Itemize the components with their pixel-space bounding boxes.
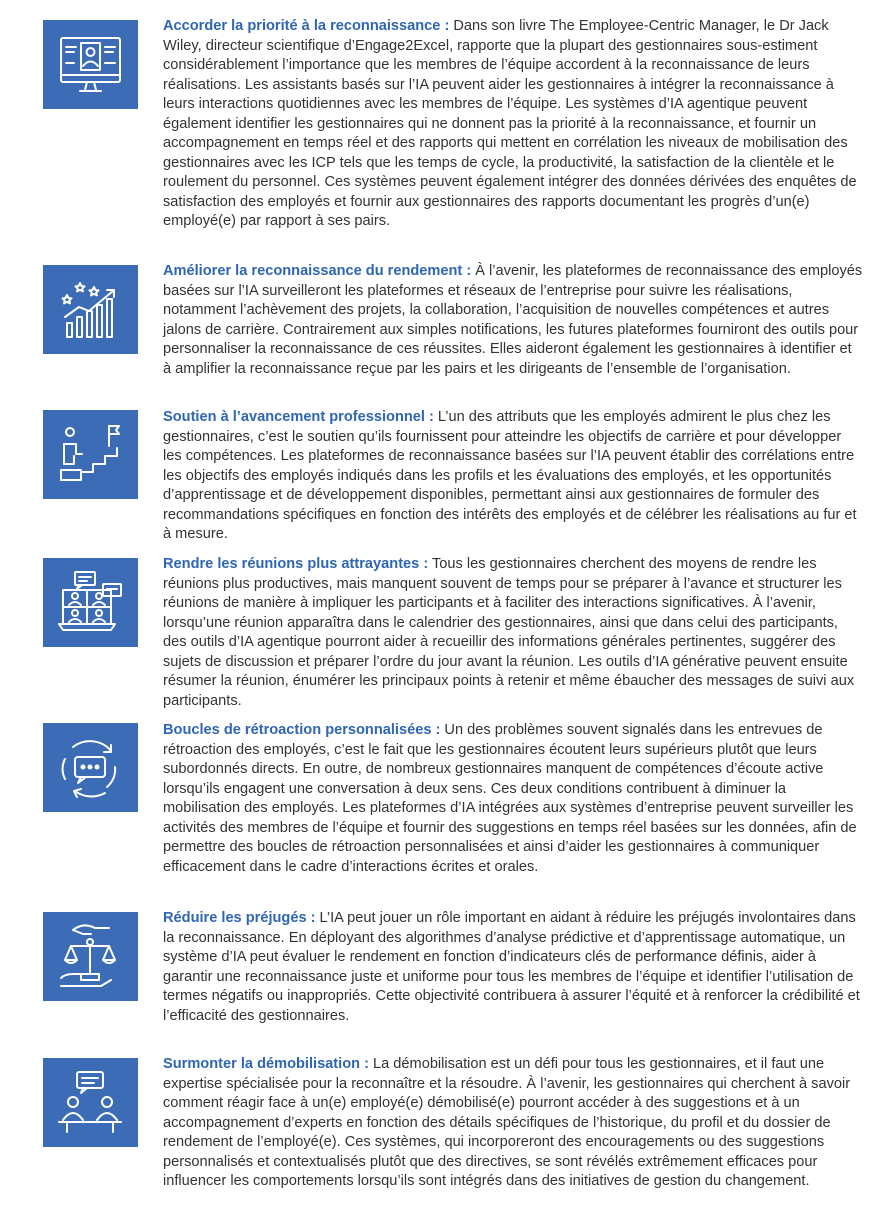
section-body: L’un des attributs que les employés admirent le plus chez les gestionnaires, c’est le soutien qu’ils fournissent pour atteindre les objectifs de carrière et pour développer les compétences. Les plateformes de reconnaissance basées sur l’IA peuvent établir des corrélations entre les objectifs des employés indiqués dans les profils et les évaluations des employés, et les opportunités d’apprentissage et de développement disponibles, permettant ainsi aux gestionnaires de formuler des recommandations spécifiques en fonction des intérêts des employés et de célébrer les réalisations au fur et à mesure. (163, 409, 857, 542)
section-body: Un des problèmes souvent signalés dans les entrevues de rétroaction des employés, c’est le fait que les gestionnaires écoutent leurs supérieurs plutôt que leurs subordonnés directs. En outre, de nombreux gestionnaires manquent de compétences d’écoute active lorsqu’ils engagent une conversation à deux sens. Ces deux conditions contribuent à diminuer la mobilisation des employés. Les plateformes d’IA intégrées aux systèmes d’entreprise peuvent surveiller les activités des membres de l’équipe et fournir des suggestions en temps réel basées sur les données, afin de permettre des boucles de rétroaction personnalisées et ainsi d’aider les gestionnaires à communiquer efficacement dans le cadre d’interactions écrites et orales. (163, 722, 857, 875)
section-heading: Accorder la priorité à la reconnaissance : (163, 18, 450, 34)
section-text (163, 408, 863, 545)
section-body: La démobilisation est un défi pour tous les gestionnaires, et il faut une expertise spécialisée pour la reconnaître et la résoudre. À l’avenir, les gestionnaires qui cherchent à savoir comment réagir face à un(e) employé(e) démobilisé(e) pourront accéder à des suggestions et à un accompagnement d’experts en fonction des détails spécifiques de l’historique, du profil et du dossier de rendement de l’employé(e). Ces systèmes, qui incorporeront des encouragements ou des suggestions personnalisés et contextualisés plutôt que des directives, se sont révélés extrêmement efficaces pour influencer les comportements lorsqu’ils sont intégrés dans des initiatives de gestion du changement. (163, 1056, 851, 1189)
conversation-people-icon (43, 1058, 138, 1147)
section-text (163, 1055, 863, 1192)
section-body: À l’avenir, les plateformes de reconnaissance des employés basées sur l’IA surveilleront les plateformes et réseaux de l’entreprise pour suivre les réalisations, notamment l’achèvement des projets, la collaboration, l’acquisition de nouvelles compétences et autres jalons de carrière. Contrairement aux simples notifications, les futures plateformes fourniront des outils pour personnaliser la reconnaissance de ces réussites. Elles aideront également les gestionnaires à identifier et à amplifier la reconnaissance reçue par les pairs et les dirigeants de l’ensemble de l’organisation. (163, 263, 863, 377)
section-heading: Réduire les préjugés : (163, 910, 316, 926)
section-heading: Surmonter la démobilisation : (163, 1056, 369, 1072)
balance-scale-hand-icon (43, 912, 138, 1001)
section-body: L’IA peut jouer un rôle important en aidant à réduire les préjugés involontaires dans la reconnaissance. En déployant des algorithmes d’analyse prédictive et d’apprentissage automatique, un système d’IA peut évaluer le rendement en fonction d’indicateurs clés de performance définis, aider à garantir une reconnaissance juste et uniforme pour tous les membres de l’équipe et identifier l’utilisation de termes négatifs ou inappropriés. Cette objectivité contribuera à assurer l’équité et à renforcer la crédibilité et l’efficacité des gestionnaires. (163, 910, 860, 1024)
section-heading: Boucles de rétroaction personnalisées : (163, 722, 441, 738)
section-text (163, 17, 863, 232)
career-stairs-icon (43, 410, 138, 499)
section-text (163, 721, 863, 877)
section-body: Tous les gestionnaires cherchent des moyens de rendre les réunions plus productives, mais manquent souvent de temps pour se préparer à l’avance et structurer les réunions de manière à impliquer les participants et à faciliter des interactions significatives. À l’avenir, lorsqu’une réunion apparaîtra dans le calendrier des gestionnaires, ainsi que dans celui des participants, des outils d’IA agentique pourront aider à recueillir des informations générales pertinentes, suggérer des sujets de discussion et préparer l’ordre du jour avant la réunion. Les outils d’IA générative peuvent ensuite résumer la réunion, énumérer les principaux points à retenir et même ébaucher des messages de suivi aux participants. (163, 556, 855, 709)
section-text (163, 555, 863, 711)
section-heading: Améliorer la reconnaissance du rendement : (163, 263, 472, 279)
section-heading: Soutien à l’avancement professionnel : (163, 409, 434, 425)
section-text (163, 262, 863, 379)
section-heading: Rendre les réunions plus attrayantes : (163, 556, 429, 572)
feedback-loop-icon (43, 723, 138, 812)
monitor-user-icon (43, 20, 138, 109)
video-meeting-icon (43, 558, 138, 647)
section-body: Dans son livre The Employee-Centric Manager, le Dr Jack Wiley, directeur scientifique d’Engage2Excel, rapporte que la plupart des gestionnaires sous-estiment considérablement l’importance que les membres de l’équipe accordent à la reconnaissance de leurs réalisations. Les assistants basés sur l’IA peuvent aider les gestionnaires à intégrer la reconnaissance à leurs interactions quotidiennes avec les membres de l’équipe. Les systèmes d’IA agentique peuvent également identifier les gestionnaires qui ne donnent pas la priorité à la reconnaissance, et fournir un accompagnement en temps réel et des rapports qui mettent en corrélation les niveaux de mobilisation des gestionnaires avec les ICP tels que les temps de cycle, la productivité, la satisfaction de la clientèle et le roulement du personnel. Ces systèmes peuvent également intégrer des données dérivées des enquêtes de satisfaction des employés et fournir aux gestionnaires des rapports documentant les progrès d’un(e) employé(e) par rapport à ses pairs. (163, 18, 857, 229)
growth-chart-stars-icon (43, 265, 138, 354)
section-text (163, 909, 863, 1026)
